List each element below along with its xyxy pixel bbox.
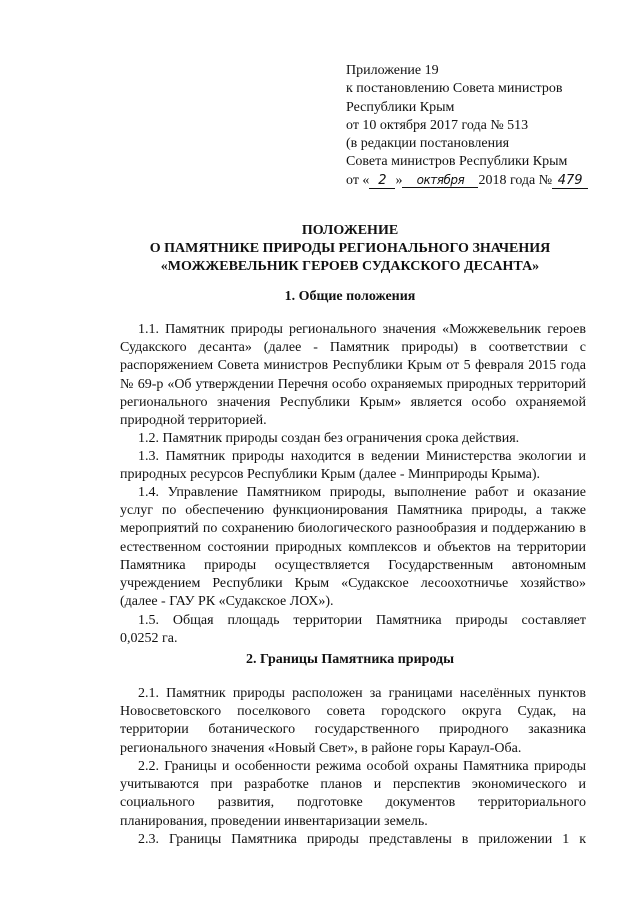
paragraph-1-1 <box>120 321 586 430</box>
text-line: услуг по обеспечению функционирования Памятника природы, а также <box>120 503 586 519</box>
appendix-header <box>346 62 606 190</box>
handwritten-month: октября <box>402 173 478 188</box>
handwritten-day: 2 <box>369 174 395 189</box>
text-line: планирования, проведении инвентаризации земель. <box>120 813 428 829</box>
paragraph-1-3 <box>120 448 586 484</box>
text-line: учреждением Республики Крым «Судакское лесоохотничье хозяйство» <box>120 576 586 592</box>
text-line: мероприятий по сохранению биологического разнообразия и поддержанию в <box>120 521 586 537</box>
date-mid: » <box>395 172 403 188</box>
text-line: природных ресурсов Республики Крым (далее - Минприроды Крыма). <box>120 467 540 483</box>
paragraph-1-2 <box>120 430 586 448</box>
header-line: Совета министров Республики Крым <box>346 154 568 170</box>
paragraph-1-5 <box>120 612 586 648</box>
text-line: 1.5. Общая площадь территории Памятника природы составляет <box>138 613 586 628</box>
text-line: Памятника природы осуществляется Государственным автономным <box>120 557 586 573</box>
text-line: природной территорией. <box>120 413 267 429</box>
text-line: учитываются при разработке планов и перспектив экономического и <box>120 777 586 793</box>
section-heading: 1. Общие положения <box>284 289 416 304</box>
title-line: ПОЛОЖЕНИЕ <box>301 223 399 238</box>
header-line: Республики Крым <box>346 99 455 115</box>
text-line: 2.2. Границы и особенности режима особой охраны Памятника природы <box>138 759 586 774</box>
document-title <box>60 222 640 277</box>
text-line: регионального значения Республики Крым» является особо охраняемой <box>120 394 586 410</box>
title-line: «МОЖЖЕВЕЛЬНИК ГЕРОЕВ СУДАКСКОГО ДЕСАНТА» <box>160 259 540 275</box>
text-line: № 69-р «Об утверждении Перечня особо охраняемых природных территорий <box>120 376 586 392</box>
handwritten-number: 479 <box>552 174 588 189</box>
text-line: 2.3. Границы Памятника природы представлены в приложении 1 к <box>138 832 586 847</box>
text-line: территории ботанического государственного природного заказника <box>120 722 586 738</box>
text-line: 1.4. Управление Памятником природы, выполнение работ и оказание <box>138 485 586 500</box>
text-line: 1.2. Памятник природы создан без ограничения срока действия. <box>138 431 520 446</box>
text-line: 1.3. Памятник природы находится в ведении Министерства экологии и <box>138 449 586 464</box>
date-prefix: от « <box>346 172 370 188</box>
text-line: (далее - ГАУ РК «Судакское ЛОХ»). <box>120 594 334 610</box>
title-line: О ПАМЯТНИКЕ ПРИРОДЫ РЕГИОНАЛЬНОГО ЗНАЧЕНИЯ <box>149 241 551 257</box>
text-line: Судакского десанта» (далее - Памятник природы) в соответствии с <box>120 340 586 356</box>
section-heading: 2. Границы Памятника природы <box>245 652 455 667</box>
header-line: (в редакции постановления <box>346 136 510 152</box>
paragraph-2-2 <box>120 758 586 831</box>
header-line: Приложение 19 <box>346 63 439 78</box>
text-line: 1.1. Памятник природы регионального значения «Можжевельник героев <box>138 322 586 337</box>
text-line: распоряжением Совета министров Республики Крым от 5 февраля 2015 года <box>120 358 586 374</box>
text-line: 0,0252 га. <box>120 631 178 647</box>
paragraph-2-3 <box>120 831 586 849</box>
header-line: к постановлению Совета министров <box>346 81 563 97</box>
text-line: Новосветовского поселкового совета городского округа Судак, на <box>120 704 586 720</box>
text-line: регионального значения «Новый Свет», в районе горы Караул-Оба. <box>120 740 522 756</box>
paragraph-1-4 <box>120 484 586 611</box>
header-line: от 10 октября 2017 года № 513 <box>346 117 529 133</box>
date-year: 2018 года № <box>478 172 553 188</box>
text-line: социального развития, подготовке документов территориального <box>120 795 586 811</box>
text-line: 2.1. Памятник природы расположен за границами населённых пунктов <box>138 686 586 701</box>
paragraph-2-1 <box>120 685 586 758</box>
text-line: естественном состоянии природных комплексов и объектов на территории <box>120 539 586 555</box>
header-date-line <box>346 172 606 190</box>
